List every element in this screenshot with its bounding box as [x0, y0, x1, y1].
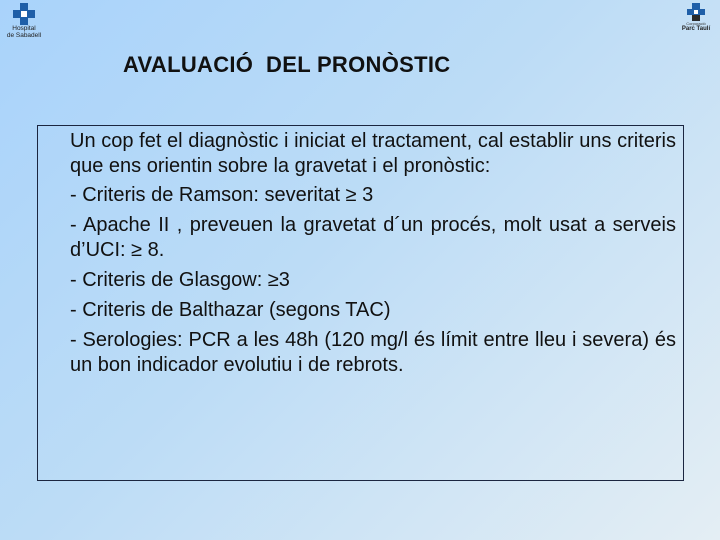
criteria-item: - Criteris de Ramson: severitat ≥ 3 [70, 184, 374, 206]
corporacio-logo-superscript: Corporació [686, 21, 706, 26]
corporacio-logo-name: Parc Taulí [681, 26, 711, 32]
criteria-item: - Apache II , preveuen la gravetat d´un procés, molt usat a serveis d’UCI: ≥ 8. [70, 214, 676, 261]
hospital-logo [4, 3, 44, 39]
corporacio-logo [676, 3, 716, 33]
hospital-cross-icon [13, 3, 35, 25]
criteria-item: - Criteris de Balthazar (segons TAC) [70, 299, 391, 321]
criteria-item: - Serologies: PCR a les 48h (120 mg/l és límit entre lleu i severa) és un bon indicador evolutiu i de rebrots. [70, 329, 676, 376]
hospital-logo-line1: Hospital [12, 25, 36, 32]
content-text [70, 129, 676, 383]
corporacio-emblem-icon [687, 3, 705, 21]
hospital-logo-line2: de Sabadell [6, 32, 42, 39]
criteria-item: - Criteris de Glasgow: ≥3 [70, 269, 290, 291]
slide-title: AVALUACIÓ DEL PRONÒSTIC [123, 52, 451, 77]
intro-paragraph: Un cop fet el diagnòstic i iniciat el tractament, cal establir uns criteris que ens orientin sobre la gravetat i el pronòstic: [70, 130, 676, 177]
